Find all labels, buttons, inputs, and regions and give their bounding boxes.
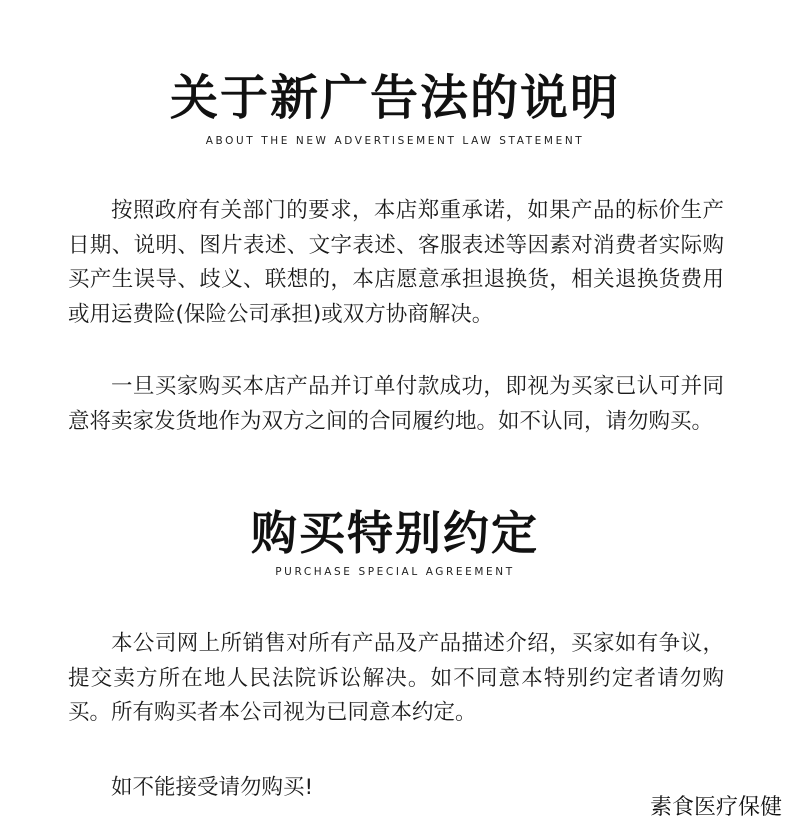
law-statement-paragraph-1: 按照政府有关部门的要求，本店郑重承诺，如果产品的标价生产日期、说明、图片表述、文字表述、客服表述等因素对消费者实际购买产生误导、歧义、联想的，本店愿意承担退换货，相关退换货费用或用运费险(保险公司承担)或双方协商解决。: [68, 198, 724, 327]
brand-label: 素食医疗保健: [649, 795, 782, 820]
agreement-paragraph-1: 本公司网上所销售对所有产品及产品描述介绍，买家如有争议，提交卖方所在地人民法院诉讼解决。如不同意本特别约定者请勿购买。所有购买者本公司视为已同意本约定。: [68, 631, 724, 726]
law-statement-paragraph-2: 一旦买家购买本店产品并订单付款成功，即视为买家已认可并同意将卖家发货地作为双方之间的合同履约地。如不认同，请勿购买。: [68, 374, 724, 434]
agreement-paragraph-2: 如不能接受请勿购买!: [111, 775, 314, 800]
agreement-title: 购买特别约定: [251, 506, 539, 560]
law-statement-title: 关于新广告法的说明: [169, 70, 620, 126]
agreement-subtitle: PURCHASE SPECIAL AGREEMENT: [275, 566, 515, 578]
law-statement-subtitle: ABOUT THE NEW ADVERTISEMENT LAW STATEMENT: [205, 135, 585, 147]
